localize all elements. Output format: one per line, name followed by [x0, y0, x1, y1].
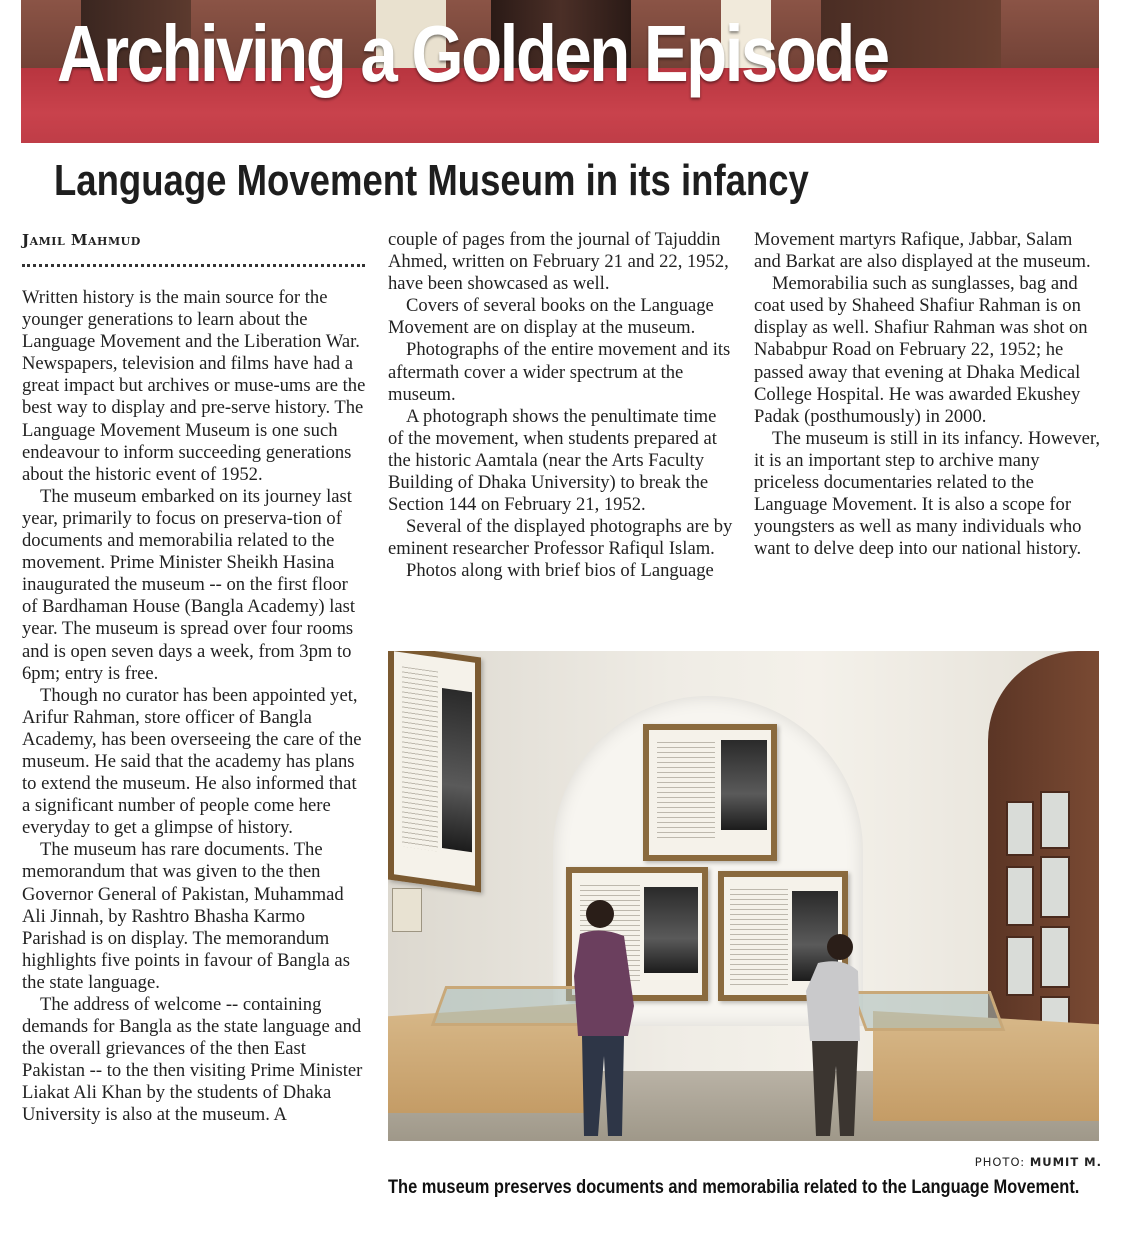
- paragraph: The museum has rare documents. The memorandum that was given to the then Governor General of Pakistan, Muhammad Ali Jinnah, by Rashtro Bhasha Karmo Parishad is on display. The memorandum highlights five points in favour of Bangla as the state language.: [22, 839, 350, 993]
- visitor-figure: [788, 931, 873, 1141]
- paragraph: Memorabilia such as sunglasses, bag and coat used by Shaheed Shafiur Rahman is on display as well. Shafiur Rahman was shot on Nababpur Road on February 22, 1952; he passed away that evening at Dhaka Medical College Hospital. He was awarded Ekushey Padak (posthumously) in 2000.: [754, 273, 1088, 427]
- paragraph: Covers of several books on the Language Movement are on display at the museum.: [388, 295, 714, 339]
- framed-portrait: [643, 724, 777, 861]
- page-title: Archiving a Golden Episode: [57, 9, 888, 98]
- display-case-glass: [851, 991, 1006, 1031]
- article-column-3: [754, 229, 1102, 560]
- paragraph: couple of pages from the journal of Tajuddin Ahmed, written on February 21 and 22, 1952, have been showcased as well.: [388, 229, 729, 295]
- paragraph: Though no curator has been appointed yet, Arifur Rahman, store officer of Bangla Academy, has been overseeing the care of the museum. He said that the academy has plans to extend the museum. He also informed that a significant number of people come here everyday to get a glimpse of history.: [22, 684, 362, 839]
- wall-plaque: [392, 888, 422, 932]
- article-column-2: [388, 229, 736, 583]
- author-byline: Jamil Mahmud: [22, 231, 141, 249]
- header-banner-photo: [21, 0, 1099, 143]
- visitor-figure: [568, 896, 658, 1141]
- article-subtitle: Language Movement Museum in its infancy: [54, 156, 809, 205]
- photo-caption: The museum preserves documents and memorabilia related to the Language Movement.: [388, 1177, 1080, 1198]
- museum-photo: [388, 651, 1099, 1141]
- paragraph: The museum embarked on its journey last year, primarily to focus on preserva-tion of documents and memorabilia related to the movement. Prime Minister Sheikh Hasina inaugurated the museum -- on the first floor of Bardhaman House (Bangla Academy) last year. The museum is spread over four rooms and is open seven days a week, from 3pm to 6pm; entry is free.: [22, 485, 356, 684]
- paragraph: Photographs of the entire movement and its aftermath cover a wider spectrum at the museum.: [388, 339, 731, 405]
- paragraph: Movement martyrs Rafique, Jabbar, Salam and Barkat are also displayed at the museum.: [754, 229, 1091, 273]
- article-column-1: [22, 287, 367, 1127]
- paragraph: The museum is still in its infancy. However, it is an important step to archive many priceless documentaries related to the Language Movement. It is also a scope for youngsters as well as many individuals who want to delve deep into our national history.: [754, 427, 1101, 560]
- paragraph: A photograph shows the penultimate time of the movement, when students prepared at the historic Aamtala (near the Arts Faculty Building of Dhaka University) to break the Section 144 on February 21, 1952.: [388, 405, 717, 516]
- photo-credit: PHOTO: MUMIT M.: [974, 1155, 1102, 1169]
- byline-divider: [22, 264, 365, 268]
- paragraph: Written history is the main source for the younger generations to learn about the Language Movement and the Liberation War. Newspapers, television and films have had a great impact but archives or muse-ums are the best way to display and pre-serve history. The Language Movement Museum is one such endeavour to inform succeeding generations about the historic event of 1952.: [22, 287, 366, 485]
- framed-portrait: [388, 651, 481, 893]
- paragraph: Several of the displayed photographs are by eminent researcher Professor Rafiqul Islam.: [388, 516, 733, 560]
- paragraph: Photos along with brief bios of Language: [406, 560, 714, 582]
- paragraph: The address of welcome -- containing demands for Bangla as the state language and the overall grievances of the then East Pakistan -- to the then visiting Prime Minister Liakat Ali Khan by the students of Dhaka University is also at the museum. A: [22, 994, 363, 1126]
